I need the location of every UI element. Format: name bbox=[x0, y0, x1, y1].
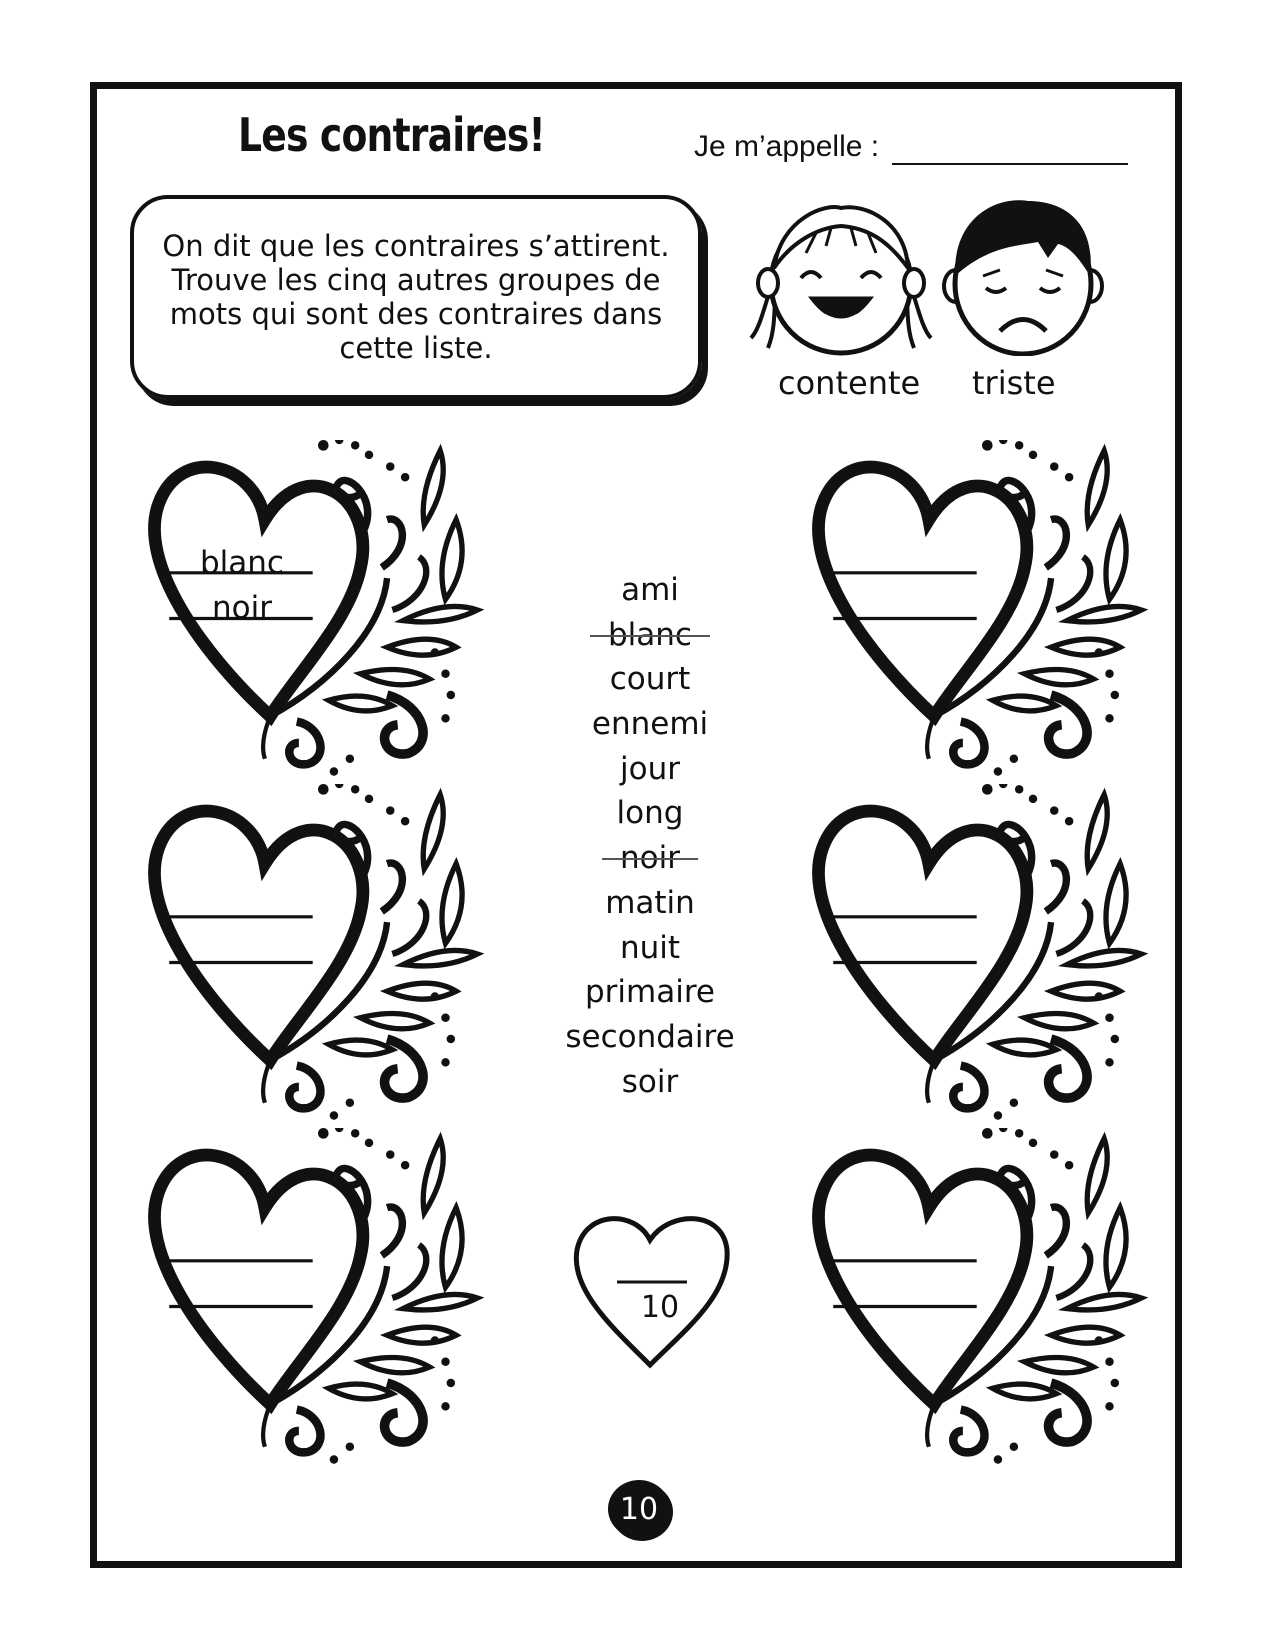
score-denominator: 10 bbox=[640, 1290, 680, 1325]
page-title: Les contraires! bbox=[238, 108, 545, 162]
sad-label: triste bbox=[972, 364, 1056, 402]
word-list-item bbox=[540, 926, 760, 971]
word-text: soir bbox=[621, 1063, 679, 1100]
word-list-item bbox=[540, 657, 760, 702]
heart-frame-2 bbox=[792, 440, 1172, 780]
instructions-box bbox=[130, 195, 702, 399]
word-list-item bbox=[540, 613, 760, 658]
word-list-item bbox=[540, 747, 760, 792]
word-text: blanc bbox=[608, 616, 692, 653]
word-list-item bbox=[540, 1015, 760, 1060]
word-list bbox=[540, 568, 760, 1104]
name-label: Je m’appelle : bbox=[694, 130, 880, 163]
happy-label: contente bbox=[778, 364, 921, 402]
word-text: court bbox=[609, 661, 691, 698]
word-text: long bbox=[616, 795, 684, 832]
word-text: secondaire bbox=[565, 1018, 735, 1055]
word-list-item bbox=[540, 702, 760, 747]
page-number: 10 bbox=[608, 1480, 670, 1538]
word-list-item bbox=[540, 881, 760, 926]
score-heart-icon bbox=[565, 1200, 740, 1375]
word-list-item bbox=[540, 836, 760, 881]
word-text: matin bbox=[605, 884, 695, 921]
example-word-1: blanc bbox=[200, 545, 284, 581]
heart-frame-6 bbox=[792, 1128, 1172, 1468]
word-text: primaire bbox=[585, 974, 715, 1011]
word-list-item bbox=[540, 791, 760, 836]
heart-frame-4 bbox=[792, 784, 1172, 1124]
word-list-item bbox=[540, 970, 760, 1015]
heart-frame-5 bbox=[128, 1128, 508, 1468]
example-word-2: noir bbox=[212, 590, 272, 626]
happy-girl-icon bbox=[746, 198, 936, 358]
word-list-item bbox=[540, 1060, 760, 1105]
word-text: nuit bbox=[619, 929, 681, 966]
word-list-item bbox=[540, 568, 760, 613]
sad-boy-icon bbox=[938, 196, 1108, 356]
instructions-text: On dit que les contraires s’attirent. Trouve les cinq autres groupes de mots qui sont des contraires dans cette liste. bbox=[162, 229, 670, 365]
word-text: jour bbox=[620, 750, 680, 787]
heart-frame-3 bbox=[128, 784, 508, 1124]
word-text: ennemi bbox=[591, 706, 709, 743]
word-text: noir bbox=[620, 840, 680, 877]
word-text: ami bbox=[621, 572, 679, 608]
name-field[interactable] bbox=[892, 163, 1128, 165]
